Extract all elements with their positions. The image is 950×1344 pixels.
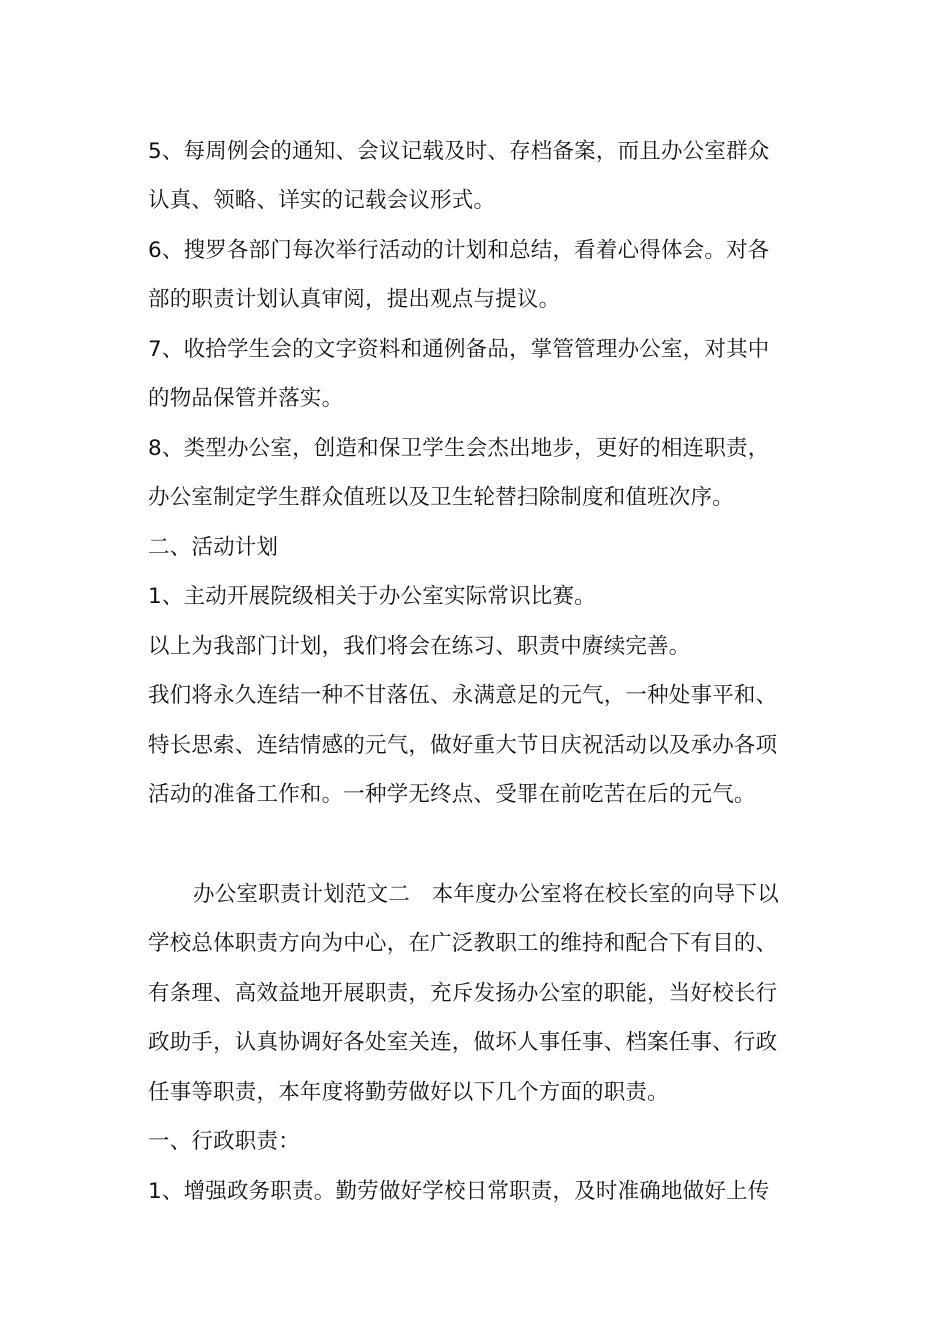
paragraph-line: 8、类型办公室，创造和保卫学生会杰出地步，更好的相连职责， (148, 436, 770, 461)
paragraph-line: 认真、领略、详实的记载会议形式。 (148, 188, 496, 213)
paragraph-line: 办公室职责计划范文二 本年度办公室将在校长室的向导下以 (193, 882, 779, 907)
section-heading: 一、行政职责： (148, 1129, 300, 1154)
paragraph-line: 政助手，认真协调好各处室关连，做坏人事任事、档案任事、行政 (148, 1030, 778, 1055)
paragraph-line: 活动的准备工作和。一种学无终点、受罪在前吃苦在后的元气。 (148, 782, 756, 807)
paragraph-line: 我们将永久连结一种不甘落伍、永满意足的元气，一种处事平和、 (148, 683, 778, 708)
paragraph-line: 1、增强政务职责。勤劳做好学校日常职责，及时准确地做好上传 (148, 1179, 770, 1204)
paragraph-line: 的物品保管并落实。 (148, 386, 344, 411)
paragraph-line: 特长思索、连结情感的元气，做好重大节日庆祝活动以及承办各项 (148, 733, 778, 758)
paragraph-line: 学校总体职责方向为中心，在广泛教职工的维持和配合下有目的、 (148, 931, 778, 956)
section-heading: 二、活动计划 (148, 535, 279, 560)
paragraph-line: 7、收拾学生会的文字资料和通例备品，掌管管理办公室，对其中 (148, 337, 770, 362)
paragraph-line: 以上为我部门计划，我们将会在练习、职责中赓续完善。 (148, 634, 691, 659)
paragraph-line: 任事等职责，本年度将勤劳做好以下几个方面的职责。 (148, 1080, 669, 1105)
paragraph-line: 部的职责计划认真审阅，提出观点与提议。 (148, 287, 561, 312)
paragraph-line: 1、主动开展院级相关于办公室实际常识比赛。 (148, 584, 596, 609)
paragraph-line: 5、每周例会的通知、会议记载及时、存档备案，而且办公室群众 (148, 139, 770, 164)
paragraph-line: 6、搜罗各部门每次举行活动的计划和总结，看着心得体会。对各 (148, 238, 770, 263)
paragraph-line: 办公室制定学生群众值班以及卫生轮替扫除制度和值班次序。 (148, 485, 734, 510)
paragraph-line: 有条理、高效益地开展职责，充斥发扬办公室的职能，当好校长行 (148, 981, 778, 1006)
